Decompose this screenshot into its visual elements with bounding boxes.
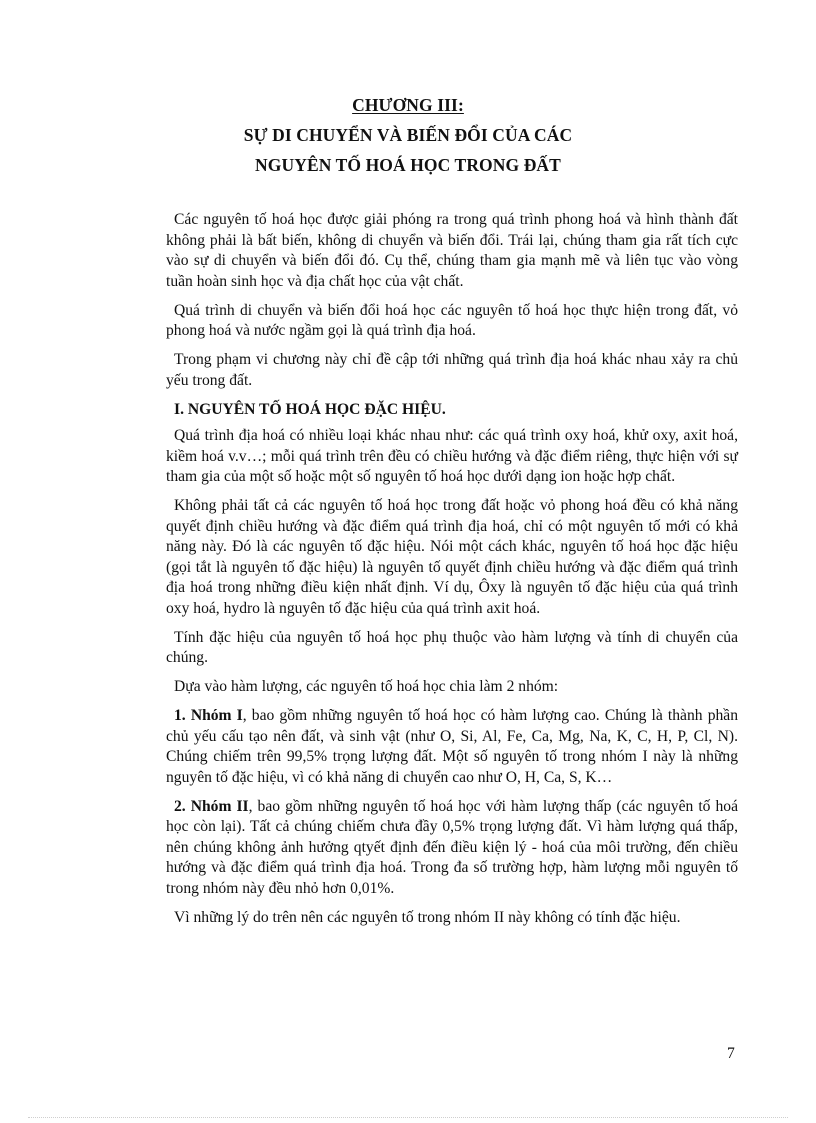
intro-paragraph-2: Quá trình di chuyển và biến đổi hoá học các nguyên tố hoá học thực hiện trong đất, vỏ phong hoá và nước ngầm gọi là quá trình địa hoá. [166,301,738,339]
chapter-title-line-1: SỰ DI CHUYỂN VÀ BIẾN ĐỔI CỦA CÁC [243,125,573,145]
section-title: I. NGUYÊN TỐ HOÁ HỌC ĐẶC HIỆU. [174,400,446,418]
footer-divider [28,1117,788,1118]
group-1-label: 1. Nhóm I [174,707,243,724]
section-paragraph-3: Tính đặc hiệu của nguyên tố hoá học phụ thuộc vào hàm lượng và tính di chuyển của chúng. [166,628,738,666]
page-number: 7 [727,1045,735,1062]
group-1-paragraph [166,706,738,788]
group-1-text: , bao gồm những nguyên tố hoá học có hàm lượng cao. Chúng là thành phần chủ yếu cấu tạo nên đất, và sinh vật (như O, Si, Al, Fe, Ca, Mg, Na, K, C, H, P, Cl, N). Chúng chiếm trên 99,5% trọng lượng đất. Một số nguyên tố trong nhóm I này là những nguyên tố đặc hiệu, vì có khả năng di chuyển cao như O, H, Ca, S, K… [166,707,739,786]
section-paragraph-1: Quá trình địa hoá có nhiều loại khác nhau như: các quá trình oxy hoá, khử oxy, axit hoá, kiềm hoá v.v…; mỗi quá trình trên đều có chiều hướng và đặc điểm riêng, thực hiện với sự tham gia của một số hoặc một số nguyên tố hoá học dưới dạng ion hoặc hợp chất. [166,427,738,485]
section-paragraph-4: Dựa vào hàm lượng, các nguyên tố hoá học chia làm 2 nhóm: [174,678,559,695]
intro-paragraph-3: Trong phạm vi chương này chỉ đề cập tới những quá trình địa hoá khác nhau xảy ra chủ yếu trong đất. [166,351,738,389]
body-text [166,210,738,937]
closing-paragraph: Vì những lý do trên nên các nguyên tố trong nhóm II này không có tính đặc hiệu. [174,908,681,926]
chapter-title-line-2: NGUYÊN TỐ HOÁ HỌC TRONG ĐẤT [255,155,561,175]
chapter-label: CHƯƠNG III: [352,95,464,115]
group-2-paragraph [166,797,738,900]
group-2-text: , bao gồm những nguyên tố hoá học với hàm lượng thấp (các nguyên tố hoá học còn lại). Tất cả chúng chiếm chưa đầy 0,5% trọng lượng đất. Vì hàm lượng quá thấp, nên chúng không ảnh hưởng qtyết định đến điều kiện lý - hoá của môi trường, đến chiều hướng và đặc điểm quá trình địa hoá. Trong đa số trường hợp, hàm lượng mỗi nguyên tố trong nhóm này đều nhỏ hơn 0,01%. [166,797,738,897]
section-paragraph-2: Không phải tất cả các nguyên tố hoá học trong đất hoặc vỏ phong hoá đều có khả năng quyết định chiều hướng và đặc điểm quá trình địa hoá, chỉ có một nguyên tố mới có khả năng này. Đó là các nguyên tố đặc hiệu. Nói một cách khác, nguyên tố hoá học đặc hiệu (gọi tắt là nguyên tố đặc hiệu) là nguyên tố quyết định chiều hướng và đặc điểm quá trình địa hoá trong những điều kiện nhất định. Ví dụ, Ôxy là nguyên tố đặc hiệu của quá trình oxy hoá, hydro là nguyên tố đặc hiệu của quá trình axit hoá. [166,497,738,617]
intro-paragraph-1: Các nguyên tố hoá học được giải phóng ra trong quá trình phong hoá và hình thành đất không phải là bất biến, không di chuyển và biến đổi. Trái lại, chúng tham gia rất tích cực vào sự di chuyển và biến đổi đó. Cụ thể, chúng tham gia mạnh mẽ và liên tục vào vòng tuần hoàn sinh học và địa chất học của vật chất. [166,211,738,290]
group-2-label: 2. Nhóm II [174,797,249,815]
